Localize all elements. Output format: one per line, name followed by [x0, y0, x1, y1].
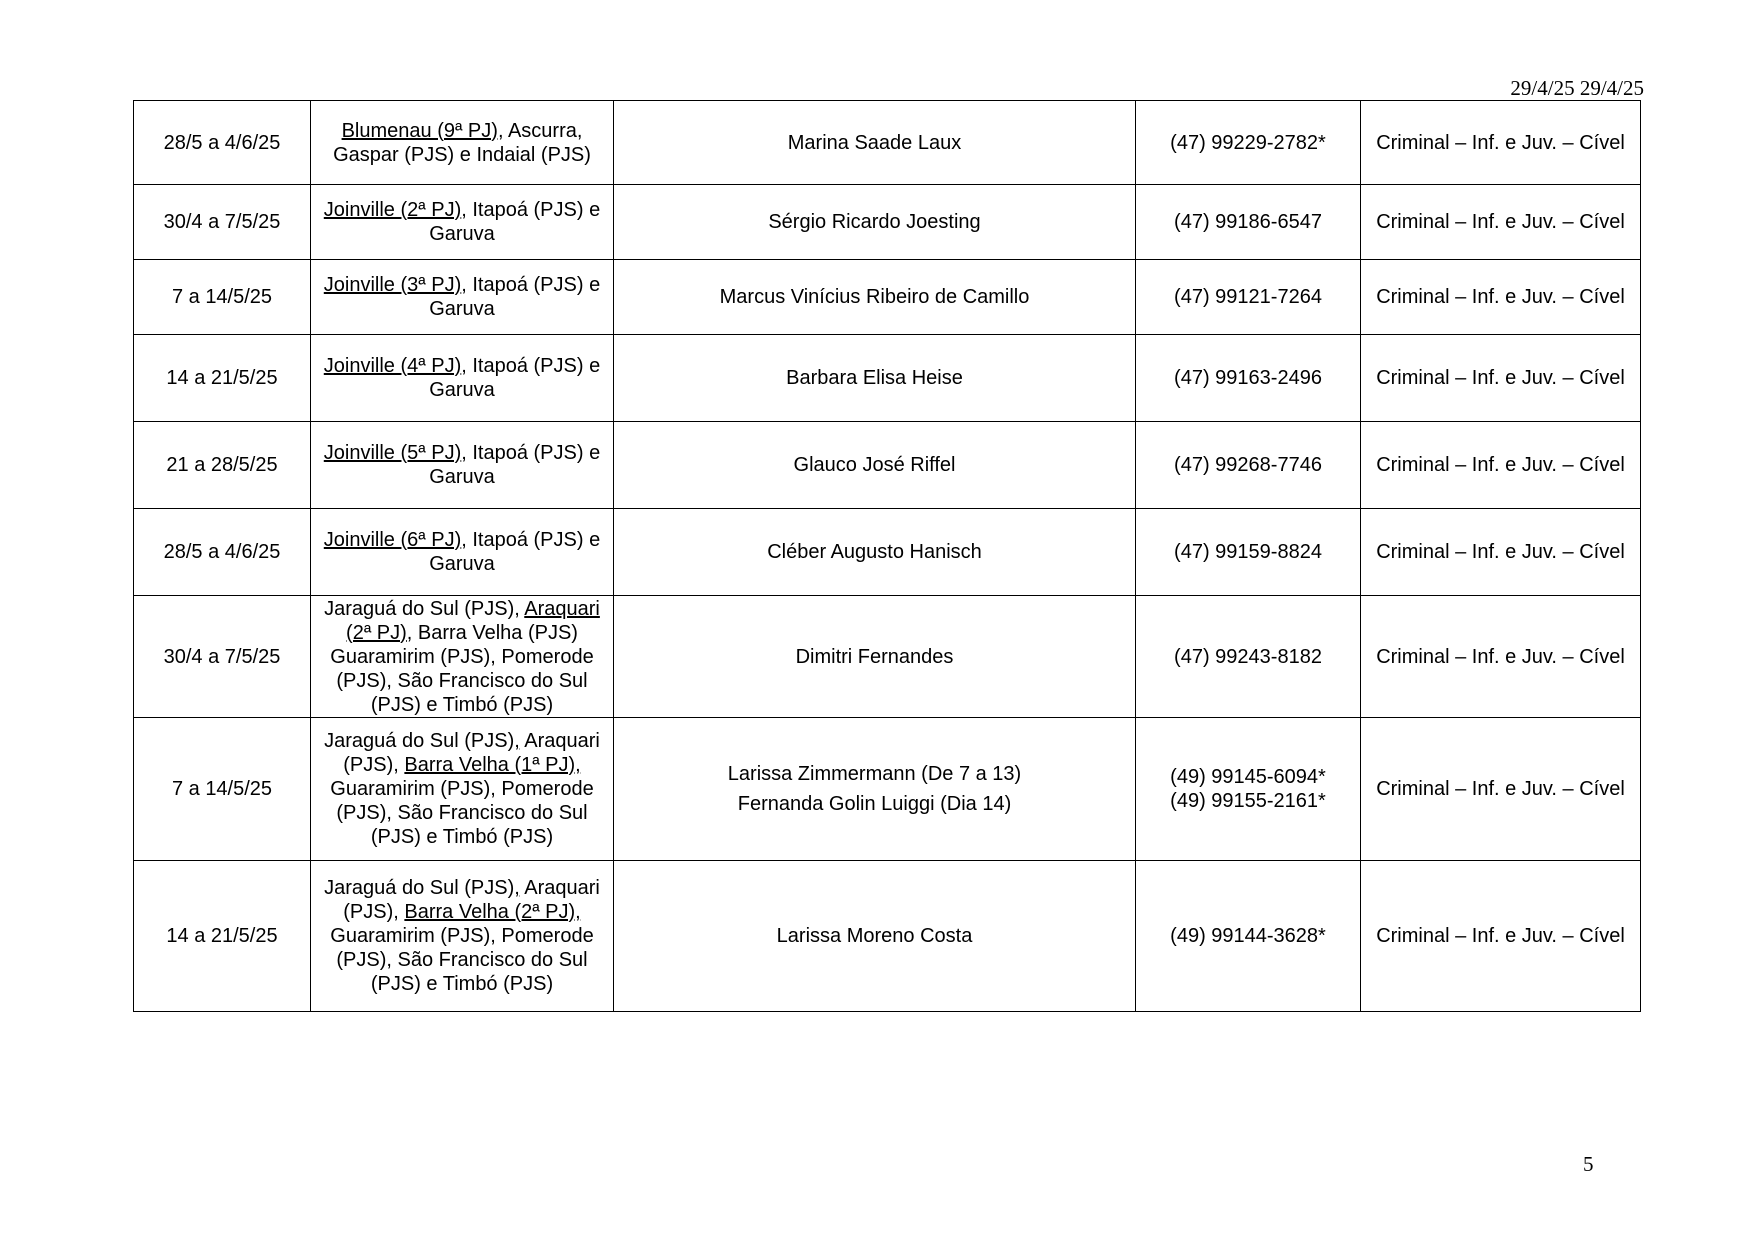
phone-cell: [1136, 596, 1361, 718]
period-cell: 30/4 a 7/5/25: [134, 596, 311, 718]
location-office-link: Barra Velha (2ª PJ),: [404, 901, 581, 923]
location-cell: [311, 422, 614, 509]
phone-cell: [1136, 509, 1361, 596]
area-cell: Criminal – Inf. e Juv. – Cível: [1361, 185, 1641, 260]
prosecutor-name: Cléber Augusto Hanisch: [767, 541, 982, 563]
location-office-link: Joinville (6ª PJ): [323, 529, 462, 551]
prosecutor-cell: [614, 718, 1136, 861]
period-cell: 28/5 a 4/6/25: [134, 509, 311, 596]
table-row: [134, 101, 1641, 185]
location-segment: Jaraguá do Sul (PJS),: [324, 597, 525, 620]
period-cell: 7 a 14/5/25: [134, 718, 311, 861]
prosecutor-cell: [614, 509, 1136, 596]
period-cell: 28/5 a 4/6/25: [134, 101, 311, 185]
phone-number: (47) 99163-2496: [1174, 367, 1322, 389]
prosecutor-cell: [614, 260, 1136, 335]
location-segment: Araquari (PJS),: [343, 730, 600, 776]
phone-number: (47) 99243-8182: [1174, 645, 1322, 668]
prosecutor-name: Sérgio Ricardo Joesting: [768, 211, 981, 233]
area-cell: Criminal – Inf. e Juv. – Cível: [1361, 509, 1641, 596]
location-segment: , Itapoá (PJS) e Garuva: [429, 199, 601, 245]
phone-cell: [1136, 861, 1361, 1012]
on-call-schedule-table: [133, 100, 1641, 1012]
phone-cell: [1136, 260, 1361, 335]
prosecutor-cell: [614, 861, 1136, 1012]
area-cell: Criminal – Inf. e Juv. – Cível: [1361, 861, 1641, 1012]
page-number: 5: [1583, 1152, 1594, 1176]
location-cell: [311, 101, 614, 185]
location-cell: [311, 185, 614, 260]
area-cell: Criminal – Inf. e Juv. – Cível: [1361, 260, 1641, 335]
header-date-stamp: 29/4/25 29/4/25: [1510, 76, 1644, 100]
location-office-link: Araquari (2ª PJ): [346, 597, 600, 644]
phone-number: (47) 99121-7264: [1174, 286, 1322, 308]
location-segment: , Itapoá (PJS) e Garuva: [429, 274, 601, 320]
table-row: [134, 509, 1641, 596]
period-cell: 14 a 21/5/25: [134, 335, 311, 422]
phone-cell: [1136, 185, 1361, 260]
location-text: [313, 273, 611, 321]
area-cell: Criminal – Inf. e Juv. – Cível: [1361, 335, 1641, 422]
location-segment: , Ascurra, Gaspar (PJS) e Indaial (PJS): [333, 119, 591, 166]
table-row: [134, 185, 1641, 260]
table-row: [134, 260, 1641, 335]
location-segment: , Itapoá (PJS) e Garuva: [429, 442, 601, 488]
prosecutor-cell: [614, 422, 1136, 509]
phone-number: (47) 99229-2782*: [1170, 131, 1326, 154]
period-cell: 30/4 a 7/5/25: [134, 185, 311, 260]
location-segment: , Itapoá (PJS) e Garuva: [429, 529, 601, 575]
schedule-body: [134, 101, 1641, 1012]
area-cell: Criminal – Inf. e Juv. – Cível: [1361, 718, 1641, 861]
phone-number: (47) 99159-8824: [1174, 541, 1322, 563]
location-cell: [311, 596, 614, 718]
phone-number: (47) 99186-6547: [1174, 211, 1322, 233]
prosecutor-cell: [614, 185, 1136, 260]
location-office-link: Joinville (2ª PJ): [323, 199, 462, 221]
table-row: [134, 718, 1641, 861]
area-cell: Criminal – Inf. e Juv. – Cível: [1361, 101, 1641, 185]
prosecutor-name: Marina Saade Laux: [787, 131, 962, 154]
phone-cell: [1136, 101, 1361, 185]
prosecutor-name: Glauco José Riffel: [793, 454, 956, 476]
period-cell: 7 a 14/5/25: [134, 260, 311, 335]
period-cell: 21 a 28/5/25: [134, 422, 311, 509]
location-office-link: Barra Velha (1ª PJ),: [404, 754, 581, 776]
area-cell: Criminal – Inf. e Juv. – Cível: [1361, 596, 1641, 718]
location-text: [313, 354, 611, 402]
location-office-link: Joinville (3ª PJ): [323, 274, 462, 296]
phone-number: (49) 99144-3628*: [1170, 925, 1326, 947]
prosecutor-cell: [614, 335, 1136, 422]
location-cell: [311, 509, 614, 596]
location-text: [313, 876, 611, 996]
phone-number: (47) 99268-7746: [1174, 454, 1322, 476]
prosecutor-cell: [614, 596, 1136, 718]
period-cell: 14 a 21/5/25: [134, 861, 311, 1012]
location-office-link: ,: [514, 730, 520, 752]
location-segment: Jaraguá do Sul (PJS): [324, 730, 515, 752]
prosecutor-name: Larissa Zimmermann (De 7 a 13): [727, 763, 1022, 785]
table-row: [134, 422, 1641, 509]
location-text: [313, 597, 611, 717]
location-text: [313, 119, 611, 167]
location-text: [313, 198, 611, 246]
phone-number: (49) 99155-2161*: [1170, 790, 1326, 812]
location-segment: Araquari (PJS),: [343, 877, 600, 923]
location-office-link: Blumenau (9ª PJ): [341, 119, 498, 142]
table-row: [134, 596, 1641, 718]
location-cell: [311, 718, 614, 861]
location-cell: [311, 260, 614, 335]
location-text: [313, 528, 611, 576]
location-segment: Jaraguá do Sul (PJS): [324, 877, 515, 899]
location-office-link: Joinville (5ª PJ): [323, 442, 462, 464]
location-text: [313, 729, 611, 849]
table-row: [134, 861, 1641, 1012]
phone-cell: [1136, 422, 1361, 509]
location-segment: , Itapoá (PJS) e Garuva: [429, 355, 601, 401]
table-row: [134, 335, 1641, 422]
location-cell: [311, 335, 614, 422]
phone-cell: [1136, 718, 1361, 861]
area-cell: Criminal – Inf. e Juv. – Cível: [1361, 422, 1641, 509]
location-segment: Guaramirim (PJS), Pomerode (PJS), São Francisco do Sul (PJS) e Timbó (PJS): [330, 778, 594, 848]
location-cell: [311, 861, 614, 1012]
location-text: [313, 441, 611, 489]
location-segment: , Barra Velha (PJS) Guaramirim (PJS), Pomerode (PJS), São Francisco do Sul (PJS) e Timbó (PJS): [330, 621, 594, 716]
prosecutor-name: Barbara Elisa Heise: [786, 367, 963, 389]
phone-cell: [1136, 335, 1361, 422]
location-office-link: Joinville (4ª PJ): [323, 355, 462, 377]
prosecutor-name: Fernanda Golin Luiggi (Dia 14): [737, 793, 1012, 815]
phone-number: (49) 99145-6094*: [1170, 766, 1326, 788]
prosecutor-name: Larissa Moreno Costa: [776, 925, 973, 947]
location-office-link: ,: [514, 877, 520, 899]
location-segment: Guaramirim (PJS), Pomerode (PJS), São Francisco do Sul (PJS) e Timbó (PJS): [330, 925, 594, 995]
prosecutor-cell: [614, 101, 1136, 185]
prosecutor-name: Marcus Vinícius Ribeiro de Camillo: [719, 286, 1030, 308]
prosecutor-name: Dimitri Fernandes: [795, 645, 954, 668]
